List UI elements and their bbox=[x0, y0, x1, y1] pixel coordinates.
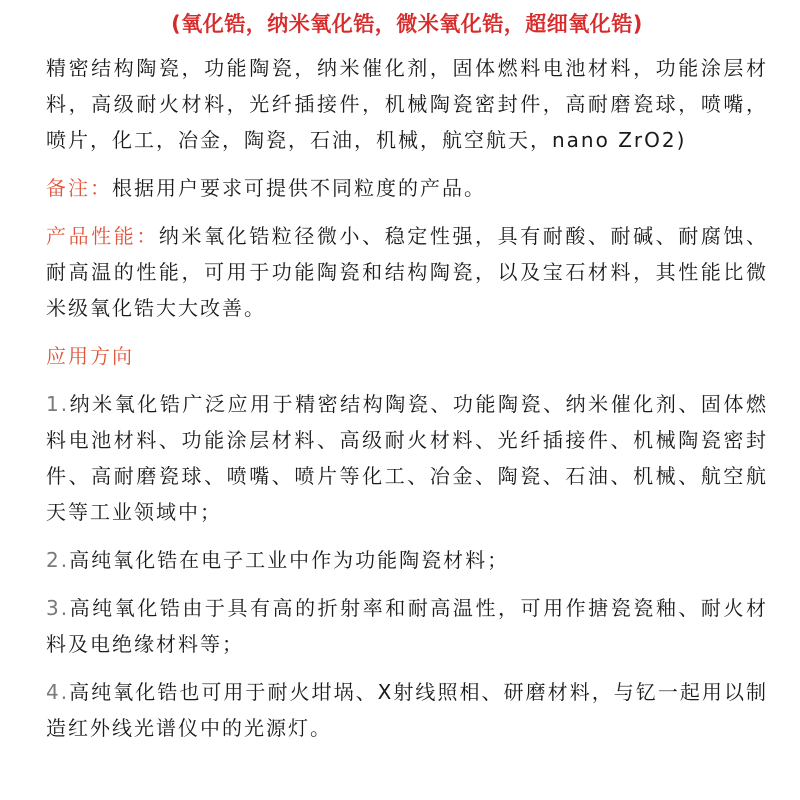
application-item bbox=[46, 386, 768, 530]
application-item-text: 纳米氧化锆广泛应用于精密结构陶瓷、功能陶瓷、纳米催化剂、固体燃料电池材料、功能涂层材料、高级耐火材料、光纤插接件、机械陶瓷密封件、高耐磨瓷球、喷嘴、喷片等化工、冶金、陶瓷、石油、机械、航空航天等工业领域中； bbox=[46, 392, 768, 524]
applications-intro-paragraph: 精密结构陶瓷，功能陶瓷，纳米催化剂，固体燃料电池材料，功能涂层材料，高级耐火材料，光纤插接件，机械陶瓷密封件，高耐磨瓷球，喷嘴，喷片，化工，冶金，陶瓷，石油，机械，航空航天，nano ZrO2) bbox=[46, 56, 768, 152]
application-item-number: 2. bbox=[46, 548, 70, 572]
application-item bbox=[46, 590, 768, 662]
performance-text: 纳米氧化锆粒径微小、稳定性强，具有耐酸、耐碱、耐腐蚀、耐高温的性能，可用于功能陶瓷和结构陶瓷，以及宝石材料，其性能比微米级氧化锆大大改善。 bbox=[46, 224, 769, 320]
application-item-text: 高纯氧化锆也可用于耐火坩埚、X射线照相、研磨材料，与钇一起用以制造红外线光谱仪中的光源灯。 bbox=[46, 680, 768, 740]
application-heading: 应用方向 bbox=[46, 344, 134, 368]
performance-label: 产品性能： bbox=[46, 224, 159, 248]
note-paragraph bbox=[46, 170, 768, 206]
application-item-number: 1. bbox=[46, 392, 70, 416]
application-item bbox=[46, 674, 768, 746]
application-item-text: 高纯氧化锆由于具有高的折射率和耐高温性，可用作搪瓷瓷釉、耐火材料及电绝缘材料等； bbox=[46, 596, 768, 656]
performance-paragraph bbox=[46, 218, 768, 326]
page-title: (氧化锆，纳米氧化锆，微米氧化锆，超细氧化锆) bbox=[171, 12, 643, 36]
application-item bbox=[46, 542, 768, 578]
note-label: 备注： bbox=[46, 176, 112, 200]
application-item-number: 4. bbox=[46, 680, 70, 704]
application-item-text: 高纯氧化锆在电子工业中作为功能陶瓷材料； bbox=[69, 548, 510, 572]
note-text: 根据用户要求可提供不同粒度的产品。 bbox=[112, 176, 486, 200]
application-item-number: 3. bbox=[46, 596, 70, 620]
